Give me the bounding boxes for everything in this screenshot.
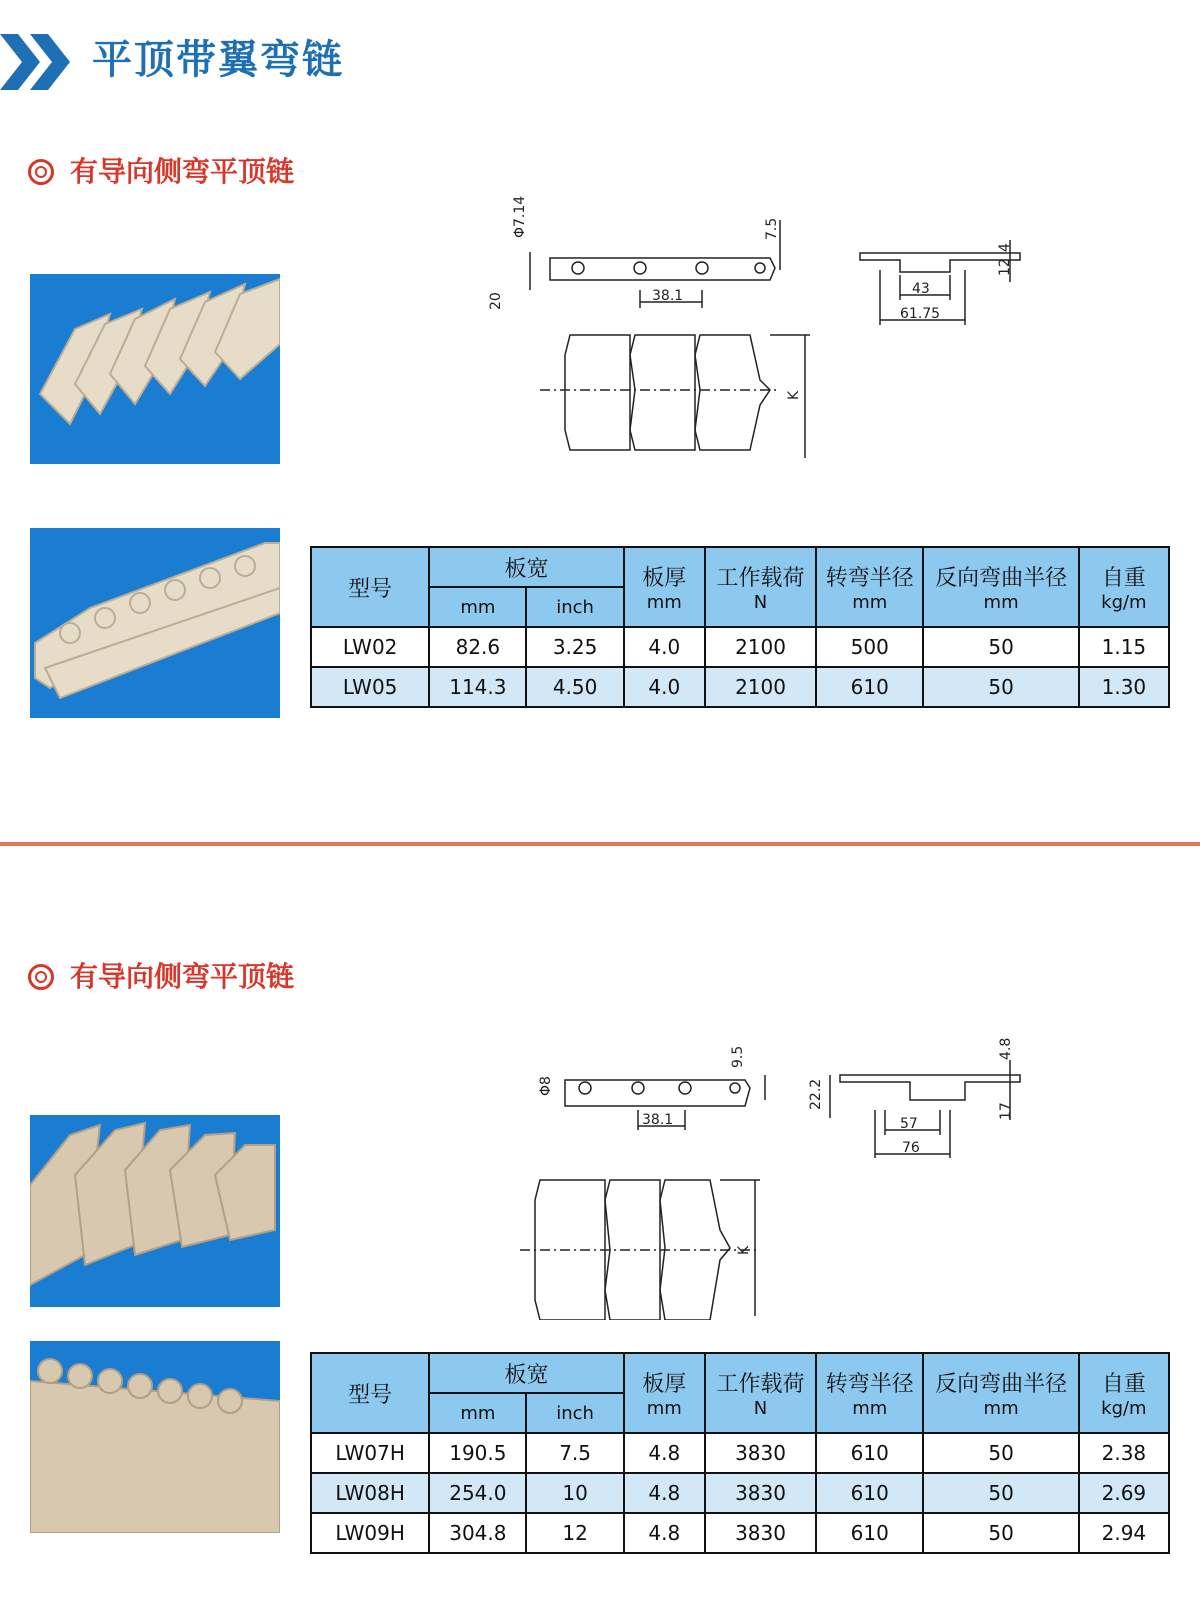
table-row: LW08H 254.0 10 4.8 3830 610 50 2.69 (311, 1473, 1169, 1513)
col-header-back-radius: 反向弯曲半径 mm (923, 1353, 1078, 1433)
table-row: LW07H 190.5 7.5 4.8 3830 610 50 2.38 (311, 1433, 1169, 1473)
col-header-width: 板宽 (429, 1353, 623, 1393)
col-header-thickness: 板厚 mm (624, 1353, 705, 1433)
col-header-weight: 自重 kg/m (1079, 547, 1169, 627)
dim-label-7-5: 7.5 (764, 217, 780, 240)
dim-label-20: 20 (488, 292, 504, 310)
dim-label-76: 76 (902, 1140, 920, 1156)
col-header-weight: 自重 kg/m (1079, 1353, 1169, 1433)
product-photo-chain-bottom (30, 528, 280, 718)
dim-label-57: 57 (900, 1116, 918, 1132)
double-circle-icon (28, 159, 54, 185)
table-row: LW09H 304.8 12 4.8 3830 610 50 2.94 (311, 1513, 1169, 1553)
dim-label-43: 43 (912, 281, 930, 297)
dim-label-4: 4 (997, 243, 1013, 252)
spec-table-2 (310, 1352, 1170, 1554)
product-photo-chain-top (30, 1115, 280, 1307)
section-2-heading: 有导向侧弯平顶链 (28, 955, 294, 995)
col-header-width-inch: inch (526, 1393, 623, 1433)
section-divider (0, 842, 1200, 846)
technical-drawing-1 (480, 190, 1040, 480)
dim-label-pitch: 38.1 (642, 1112, 674, 1128)
col-header-model: 型号 (311, 1353, 429, 1433)
col-header-width-inch: inch (526, 587, 623, 627)
product-photo-chain-bottom (30, 1341, 280, 1533)
technical-drawing-2 (520, 1030, 1060, 1320)
dim-label-k: K (786, 390, 802, 400)
double-chevron-icon (0, 34, 72, 90)
col-header-load: 工作载荷 N (705, 1353, 816, 1433)
col-header-radius: 转弯半径 mm (816, 1353, 923, 1433)
spec-table-1 (310, 546, 1170, 708)
dim-label-pin-diameter: Φ8 (538, 1076, 554, 1096)
dim-label-61-75: 61.75 (900, 306, 941, 322)
dim-label-k: K (736, 1245, 752, 1255)
table-row: LW02 82.6 3.25 4.0 2100 500 50 1.15 (311, 627, 1169, 667)
col-header-width-mm: mm (429, 587, 526, 627)
page-title: 平顶带翼弯链 (92, 37, 344, 83)
dim-label-17: 17 (998, 1102, 1014, 1120)
section-1-heading: 有导向侧弯平顶链 (28, 150, 294, 190)
table-row: LW05 114.3 4.50 4.0 2100 610 50 1.30 (311, 667, 1169, 707)
page-header (0, 20, 600, 100)
col-header-width: 板宽 (429, 547, 623, 587)
dim-label-12: 12 (997, 258, 1013, 276)
dim-label-9-5: 9.5 (730, 1045, 746, 1068)
col-header-radius: 转弯半径 mm (816, 547, 923, 627)
col-header-width-mm: mm (429, 1393, 526, 1433)
dim-label-pin-diameter: Φ7.14 (512, 195, 528, 238)
product-photo-chain-top (30, 274, 280, 464)
col-header-back-radius: 反向弯曲半径 mm (923, 547, 1078, 627)
col-header-thickness: 板厚 mm (624, 547, 705, 627)
col-header-model: 型号 (311, 547, 429, 627)
dim-label-22-2: 22.2 (808, 1078, 824, 1110)
double-circle-icon (28, 964, 54, 990)
dim-label-pitch: 38.1 (652, 288, 684, 304)
dim-label-4-8: 4.8 (998, 1037, 1014, 1060)
col-header-load: 工作载荷 N (705, 547, 816, 627)
